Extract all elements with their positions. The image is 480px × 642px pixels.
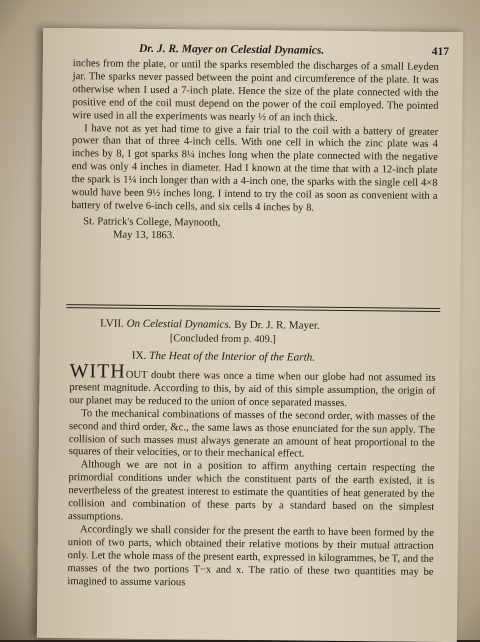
paragraph: I have not as yet had time to give a fair trial to the coil with a battery of greater power than that of three 4-inch cells. With one cell in which the zinc plate was 4 inches by 8, I got sparks 8¼ inches long when the plate connected with the negative end was only 4 inches in diameter. Had I known at the time that with a 12-inch plate the spark is 1¼ inch longer than with a 4-inch one, the sparks with the single cell 4×8 would have been 9½ inches long. I intend to try the coil as soon as convenient with a battery of twelve 6-inch cells, and six cells 4 inches by 8.	[71, 122, 439, 214]
section-title: The Heat of the Interior of the Earth.	[149, 349, 316, 364]
article-name: On Celestial Dynamics.	[126, 317, 232, 331]
body-text-block	[67, 360, 436, 592]
signature-place: St. Patrick's College, Maynooth,	[83, 216, 221, 229]
article-title	[100, 317, 320, 331]
continuation-note: [Concluded from p. 409.]	[169, 333, 276, 346]
section-number: IX.	[131, 349, 147, 362]
header-title: Dr. J. R. Mayer on Celestial Dynamics.	[138, 42, 325, 57]
signature	[71, 216, 437, 246]
drop-cap: WITH	[69, 360, 126, 383]
article-author: By Dr. J. R. Mayer.	[234, 318, 320, 332]
paragraph: Although we are not in a position to affirm anything certain respecting the primordial conditions under which the constituent parts of the earth existed, it is nevertheless of the greatest interest to estimate the quantities of heat generated by the collision and combination of these parts by a standard based on the simplest assumptions.	[68, 459, 435, 523]
paragraph: inches from the plate, or until the sparks resembled the discharges of a small Leyden jar. The sparks never passed between the point and circumference of the plate. It was otherwise when I used a 7-inch plate. Hence the size of the plate connected with the positive end of the coil must depend on the power of the coil employed. The pointed wire used in all the experiments was nearly ½ of an inch thick.	[72, 58, 439, 124]
signature-date: May 13, 1863.	[112, 229, 175, 241]
book-page	[37, 28, 463, 642]
paragraph: WITHOUT doubt there was once a time when our globe had not assumed its present magnitude. According to this, by aid of this simple assumption, the origin of our planet may be reduced to the union of once separated masses.	[69, 360, 436, 409]
paragraph: To the mechanical combinations of masses of the second order, with masses of the second and third order, &c., the same laws as those enunciated for the sun apply. The collision of such masses must always generate an amount of heat proportional to the squares of their velocities, or to their mechanical effect.	[68, 407, 436, 461]
paragraph: Accordingly we shall consider for the present the earth to have been formed by the union of two parts, which obtained their relative motions by their mutual attraction only. Let the whole mass of the present earth, expressed in kilogrammes, be T, and the masses of the two portions T−x and x. The ratio of these two quantities may be imagined to assume various	[67, 524, 434, 588]
article-number: LVII.	[100, 317, 124, 330]
running-header	[139, 43, 449, 58]
top-text-block	[71, 58, 439, 246]
page-number: 417	[431, 45, 450, 59]
section-heading	[132, 350, 315, 364]
